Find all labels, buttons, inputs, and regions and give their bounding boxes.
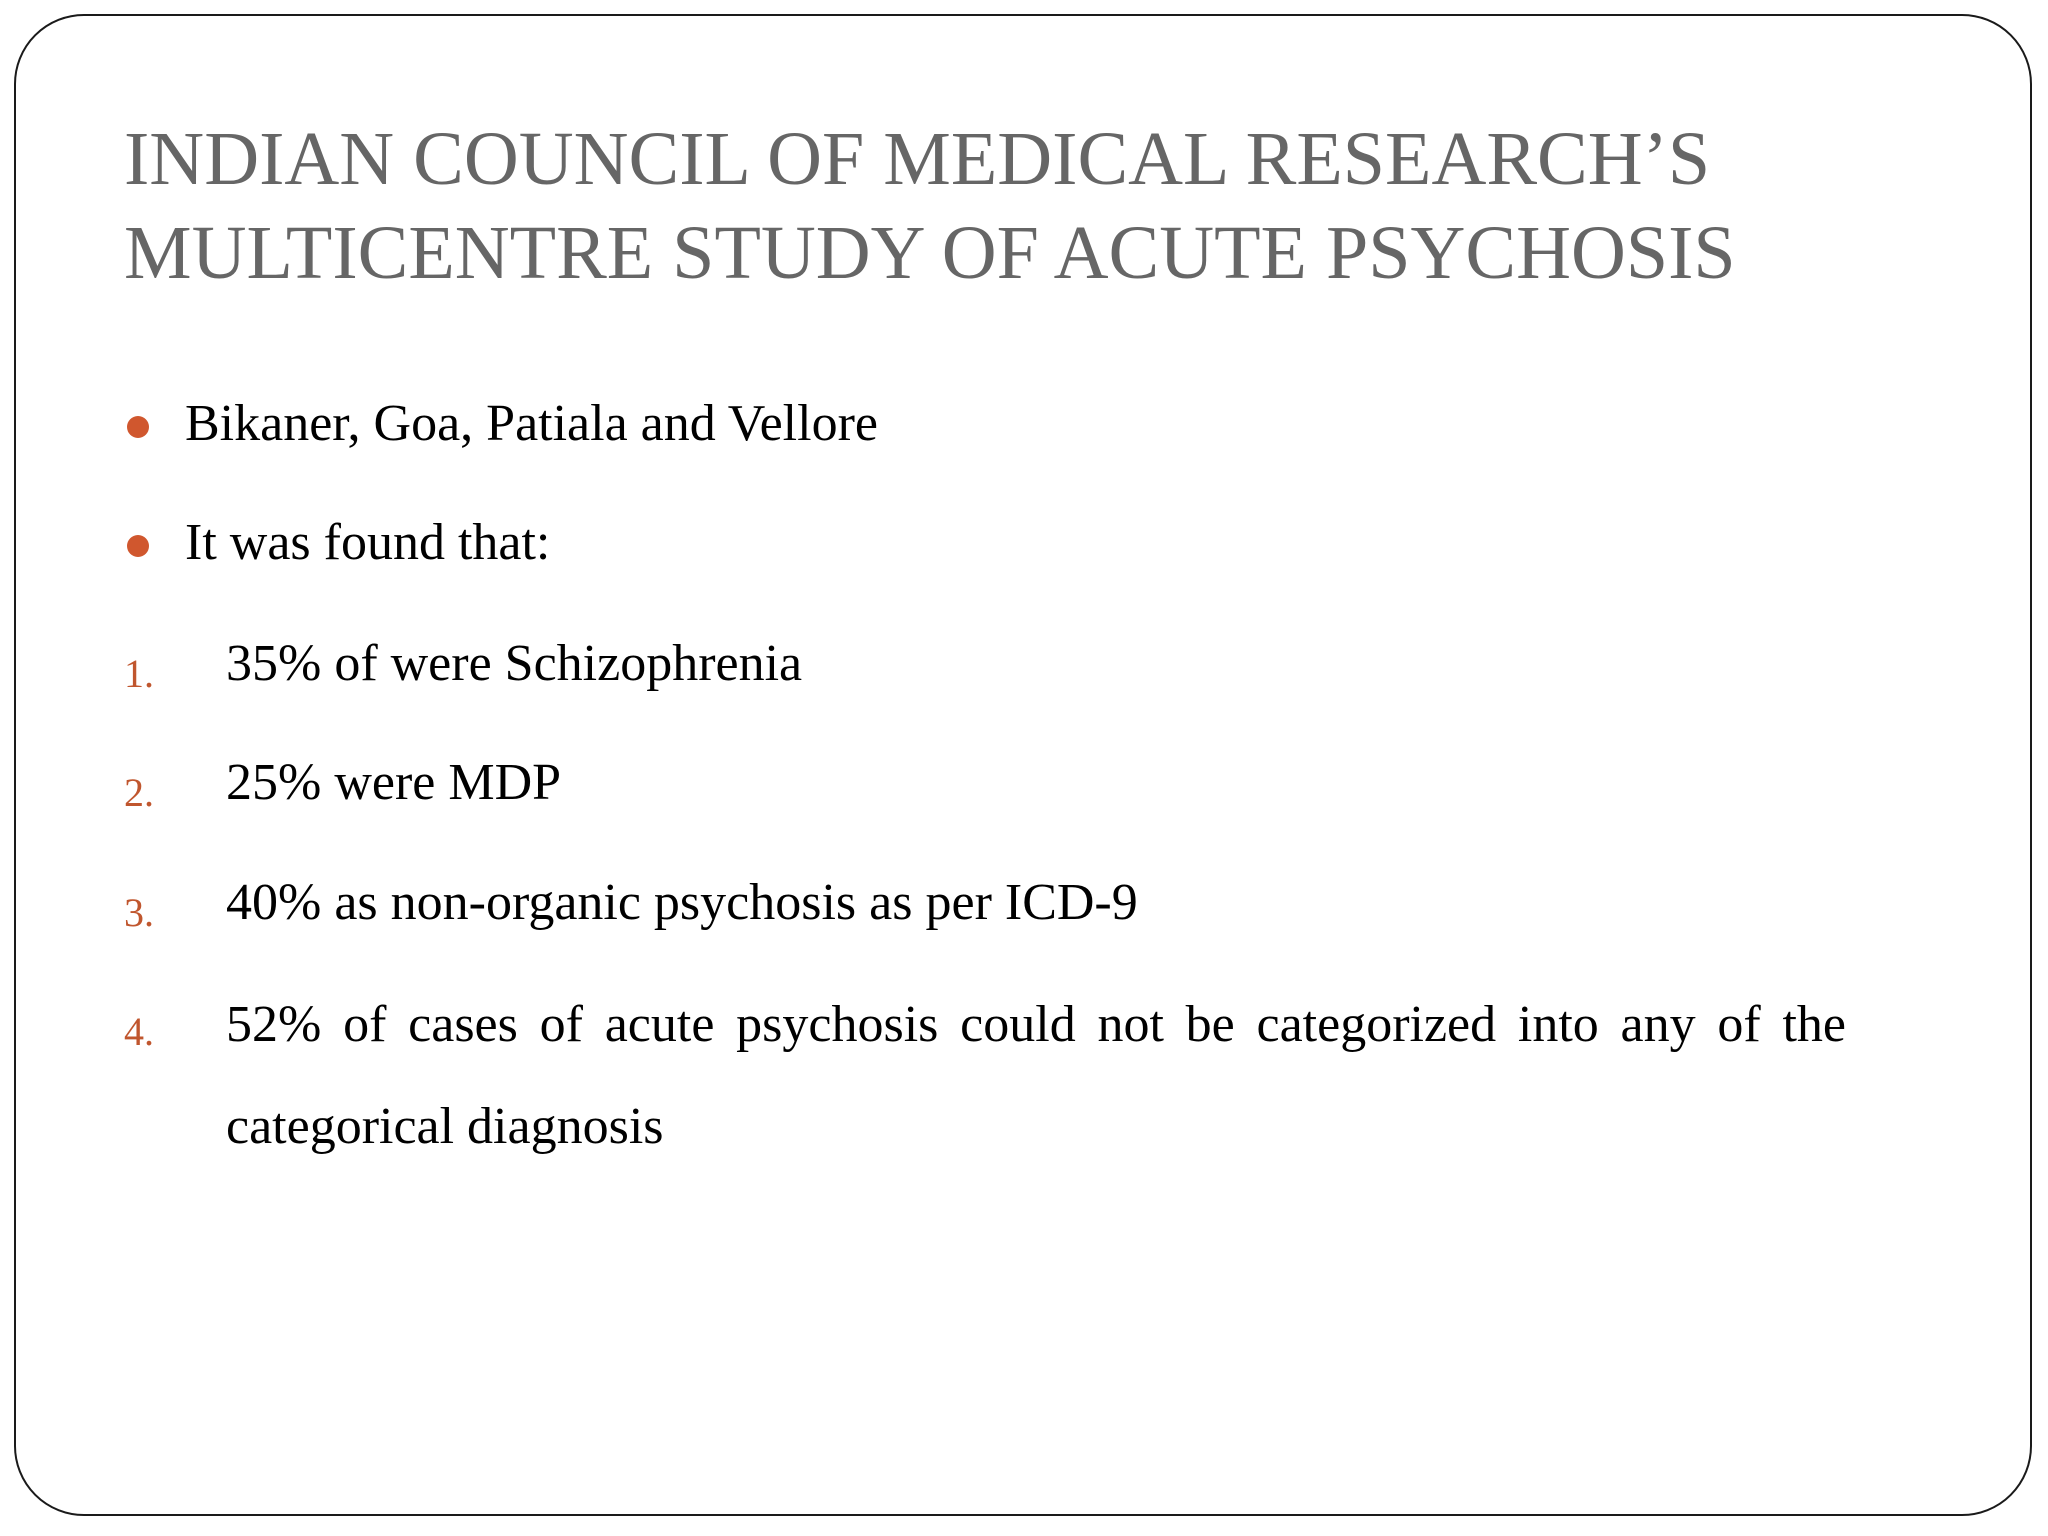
bullet-dot-icon <box>127 535 149 557</box>
bullet-item-cities: Bikaner, Goa, Patiala and Vellore <box>185 395 878 452</box>
list-number-4: 4. <box>124 1009 154 1054</box>
list-number-1: 1. <box>124 651 154 696</box>
list-item-non-organic: 40% as non-organic psychosis as per ICD-9 <box>226 874 1138 931</box>
bullet-dot-icon <box>127 416 149 438</box>
list-number-3: 3. <box>124 890 154 935</box>
title-line-1: INDIAN COUNCIL OF MEDICAL RESEARCH’S <box>124 117 1711 201</box>
list-number-2: 2. <box>124 770 154 815</box>
list-item-uncategorized: 52% of cases of acute psychosis could not be categorized into any of the categorical diagnosis <box>226 996 1846 1155</box>
slide-title <box>124 112 1964 300</box>
list-item-mdp: 25% were MDP <box>226 754 562 811</box>
list-item-schizophrenia: 35% of were Schizophrenia <box>226 635 803 692</box>
title-line-2: MULTICENTRE STUDY OF ACUTE PSYCHOSIS <box>124 211 1736 295</box>
bullet-item-found: It was found that: <box>185 514 551 571</box>
